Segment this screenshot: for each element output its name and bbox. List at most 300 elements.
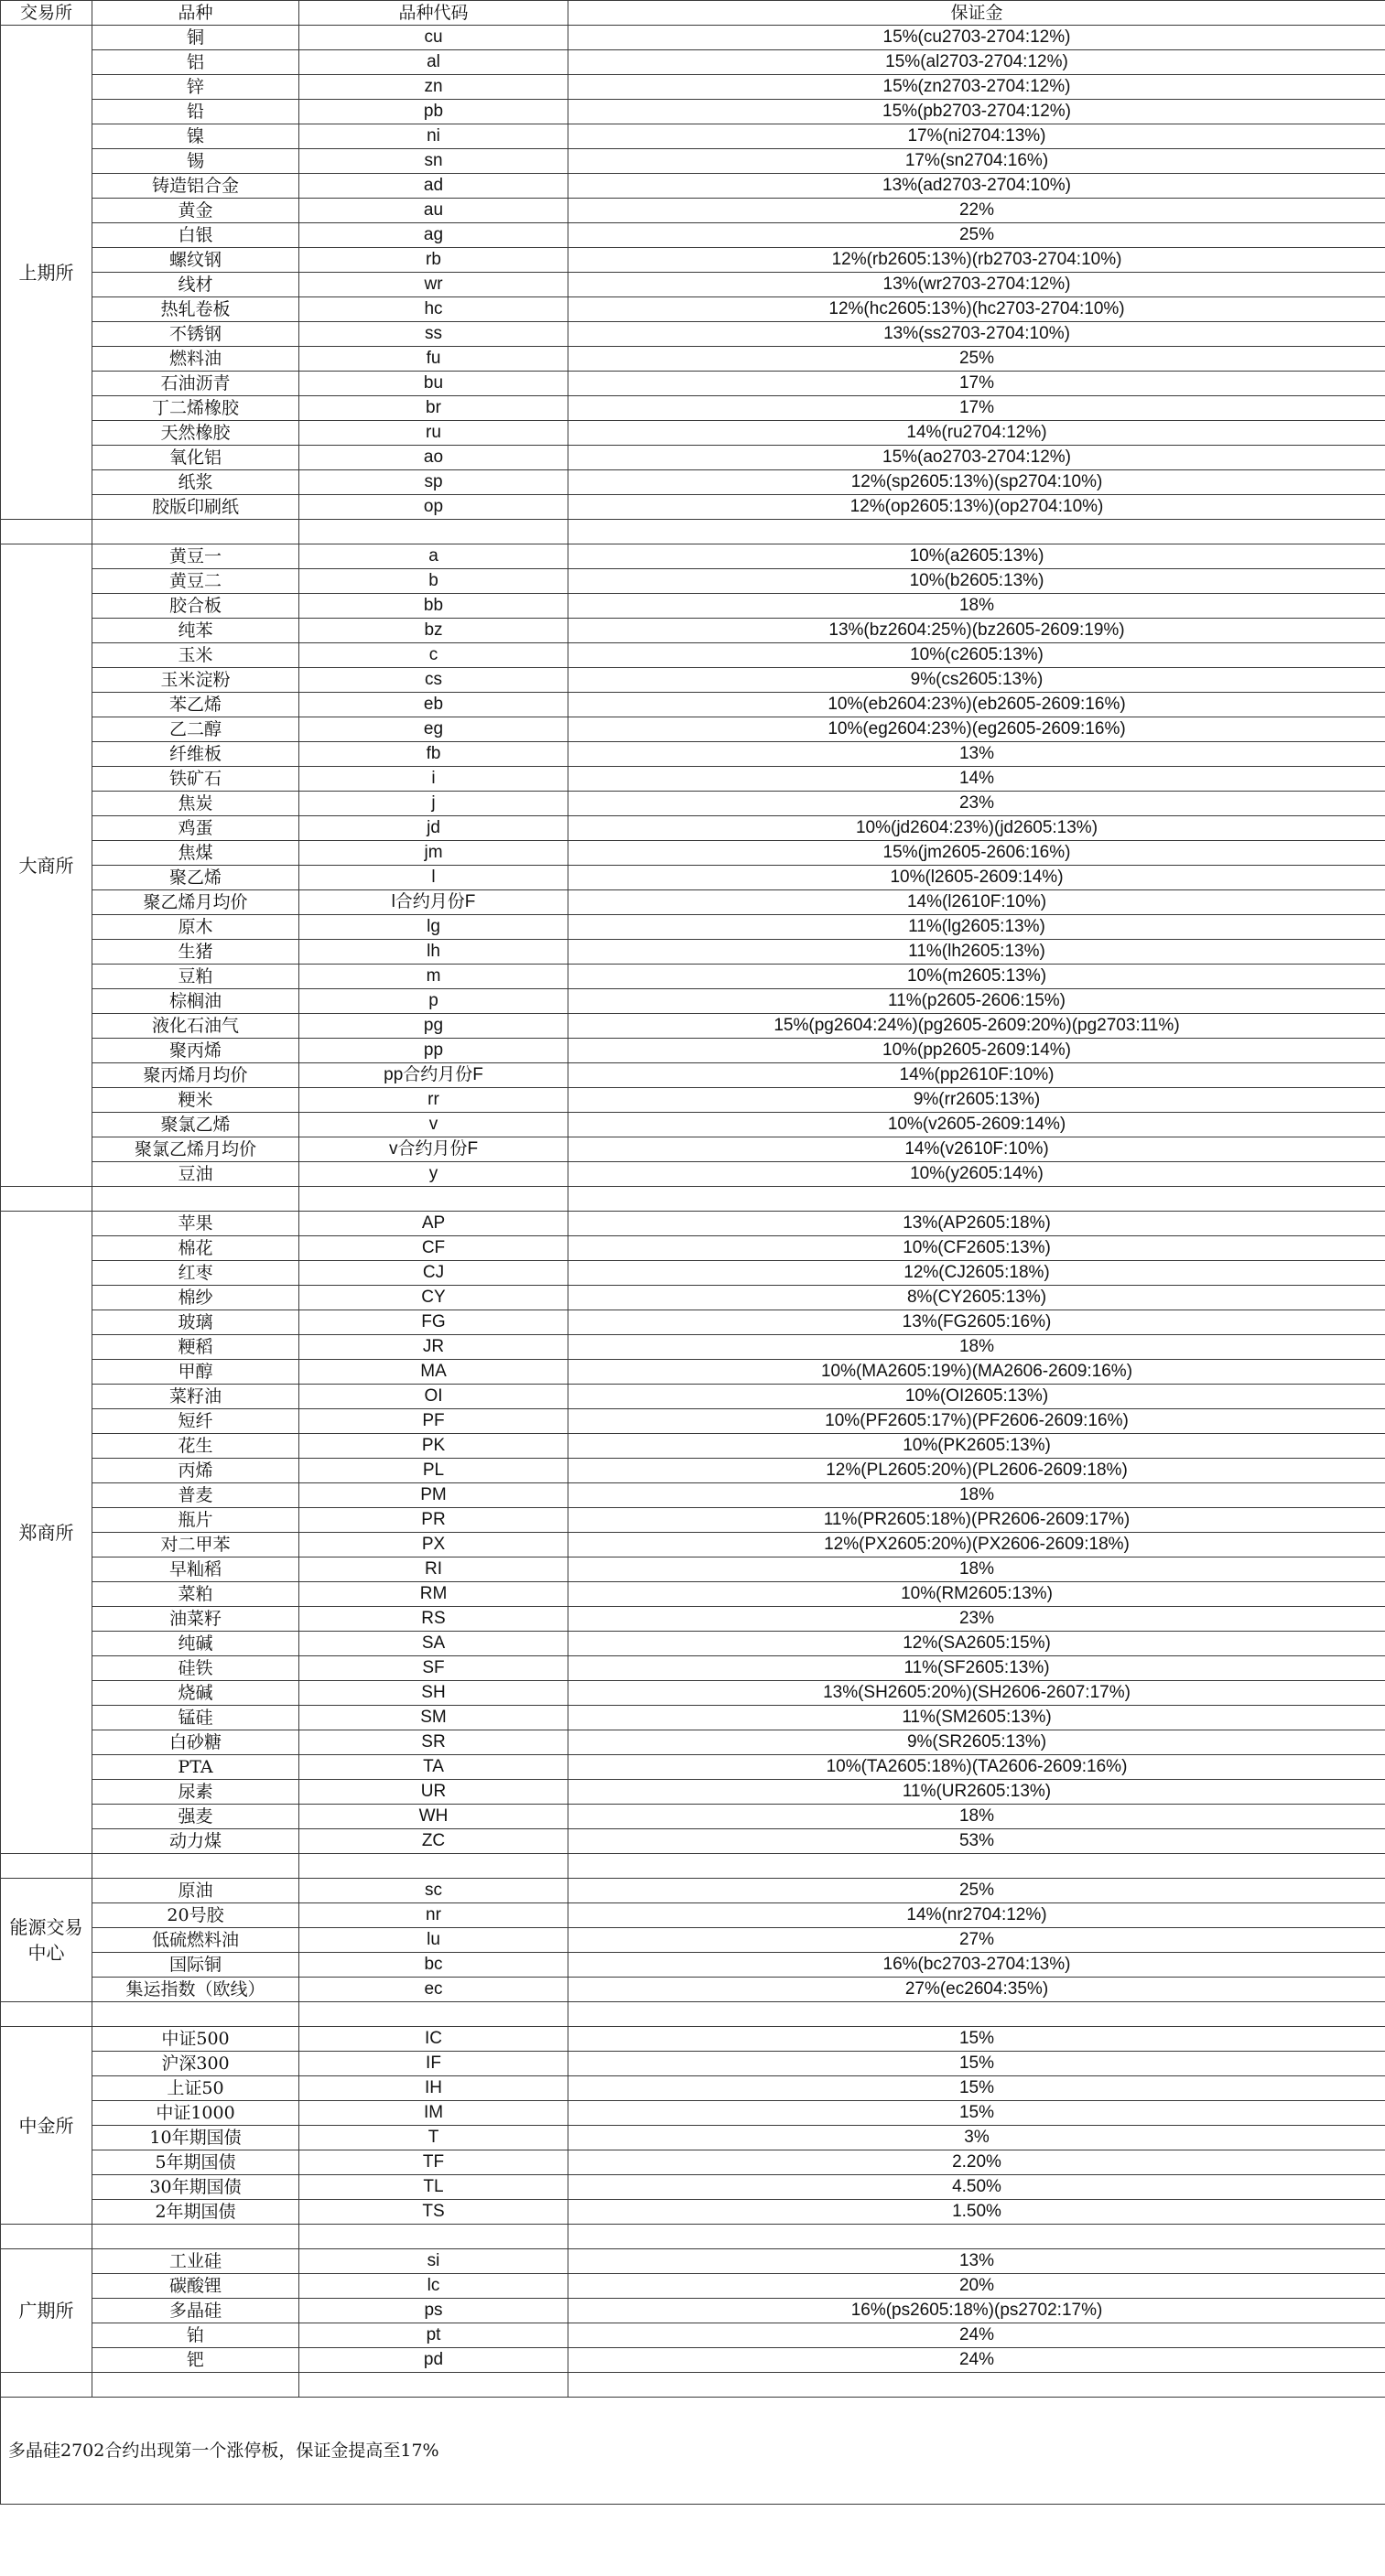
variety-cell: 原油: [92, 1879, 299, 1903]
margin-cell: 12%(sp2605:13%)(sp2704:10%): [568, 470, 1385, 495]
table-row: [1, 396, 1385, 421]
margin-cell: 11%(lg2605:13%): [568, 915, 1385, 940]
table-row: [1, 223, 1385, 248]
margin-cell: 17%: [568, 396, 1385, 421]
table-row: [1, 742, 1385, 767]
empty-cell: [299, 1187, 568, 1212]
table-row: [1, 1805, 1385, 1829]
table-row: [1, 1162, 1385, 1187]
margin-cell: 11%(p2605-2606:15%): [568, 989, 1385, 1014]
code-cell: PR: [299, 1508, 568, 1533]
exchange-cell: 能源交易中心: [1, 1879, 92, 2002]
code-cell: l: [299, 866, 568, 890]
margin-cell: 11%(lh2605:13%): [568, 940, 1385, 965]
empty-cell: [1, 2373, 92, 2398]
code-cell: PL: [299, 1459, 568, 1483]
table-row: [1, 26, 1385, 50]
variety-cell: 纯苯: [92, 619, 299, 643]
variety-cell: 对二甲苯: [92, 1533, 299, 1557]
separator-row: [1, 1187, 1385, 1212]
code-cell: fb: [299, 742, 568, 767]
separator-row: [1, 1854, 1385, 1879]
table-row: [1, 767, 1385, 792]
margin-cell: 27%(ec2604:35%): [568, 1978, 1385, 2002]
empty-cell: [92, 1187, 299, 1212]
margin-cell: 18%: [568, 1483, 1385, 1508]
code-cell: SH: [299, 1681, 568, 1706]
margin-cell: 23%: [568, 792, 1385, 816]
margin-cell: 24%: [568, 2323, 1385, 2348]
empty-cell: [1, 1187, 92, 1212]
variety-cell: PTA: [92, 1755, 299, 1780]
code-cell: CF: [299, 1236, 568, 1261]
table-row: [1, 1434, 1385, 1459]
code-cell: ao: [299, 446, 568, 470]
code-cell: pg: [299, 1014, 568, 1039]
empty-cell: [92, 520, 299, 544]
code-cell: PM: [299, 1483, 568, 1508]
code-cell: a: [299, 544, 568, 569]
variety-cell: 棉纱: [92, 1286, 299, 1310]
margin-cell: 9%(SR2605:13%): [568, 1730, 1385, 1755]
margin-cell: 11%(SM2605:13%): [568, 1706, 1385, 1730]
table-row: [1, 149, 1385, 174]
margin-cell: 10%(pp2605-2609:14%): [568, 1039, 1385, 1063]
variety-cell: 锌: [92, 75, 299, 100]
code-cell: ps: [299, 2299, 568, 2323]
margin-cell: 12%(op2605:13%)(op2704:10%): [568, 495, 1385, 520]
margin-cell: 16%(bc2703-2704:13%): [568, 1953, 1385, 1978]
table-row: [1, 1879, 1385, 1903]
table-row: [1, 1755, 1385, 1780]
variety-cell: 豆粕: [92, 965, 299, 989]
table-row: [1, 273, 1385, 297]
separator-row: [1, 2002, 1385, 2027]
table-row: [1, 792, 1385, 816]
margin-cell: 12%(hc2605:13%)(hc2703-2704:10%): [568, 297, 1385, 322]
variety-cell: 棕榈油: [92, 989, 299, 1014]
variety-cell: 油菜籽: [92, 1607, 299, 1632]
code-cell: v合约月份F: [299, 1137, 568, 1162]
table-row: [1, 1261, 1385, 1286]
variety-cell: 天然橡胶: [92, 421, 299, 446]
table-row: [1, 940, 1385, 965]
margin-cell: 10%(a2605:13%): [568, 544, 1385, 569]
variety-cell: 多晶硅: [92, 2299, 299, 2323]
variety-cell: 生猪: [92, 940, 299, 965]
variety-cell: 30年期国债: [92, 2175, 299, 2200]
variety-cell: 玉米: [92, 643, 299, 668]
code-cell: au: [299, 199, 568, 223]
variety-cell: 聚氯乙烯: [92, 1113, 299, 1137]
table-row: [1, 1632, 1385, 1656]
variety-cell: 玻璃: [92, 1310, 299, 1335]
code-cell: j: [299, 792, 568, 816]
code-cell: pp: [299, 1039, 568, 1063]
variety-cell: 尿素: [92, 1780, 299, 1805]
table-row: [1, 668, 1385, 693]
table-row: [1, 2126, 1385, 2150]
empty-cell: [1, 2225, 92, 2249]
code-cell: eg: [299, 717, 568, 742]
table-row: [1, 2200, 1385, 2225]
code-cell: bz: [299, 619, 568, 643]
table-row: [1, 1385, 1385, 1409]
table-row: [1, 2175, 1385, 2200]
variety-cell: 强麦: [92, 1805, 299, 1829]
code-cell: pb: [299, 100, 568, 124]
margin-cell: 10%(OI2605:13%): [568, 1385, 1385, 1409]
table-row: [1, 1137, 1385, 1162]
variety-cell: 纯碱: [92, 1632, 299, 1656]
code-cell: l合约月份F: [299, 890, 568, 915]
code-cell: TL: [299, 2175, 568, 2200]
margin-cell: 13%(SH2605:20%)(SH2606-2607:17%): [568, 1681, 1385, 1706]
empty-cell: [92, 2373, 299, 2398]
table-row: [1, 2150, 1385, 2175]
variety-cell: 线材: [92, 273, 299, 297]
variety-cell: 焦煤: [92, 841, 299, 866]
empty-cell: [299, 1854, 568, 1879]
variety-cell: 液化石油气: [92, 1014, 299, 1039]
variety-cell: 10年期国债: [92, 2126, 299, 2150]
empty-cell: [1, 520, 92, 544]
code-cell: nr: [299, 1903, 568, 1928]
table-row: [1, 1113, 1385, 1137]
margin-cell: 10%(m2605:13%): [568, 965, 1385, 989]
code-cell: wr: [299, 273, 568, 297]
variety-cell: 低硫燃料油: [92, 1928, 299, 1953]
margin-cell: 10%(PF2605:17%)(PF2606-2609:16%): [568, 1409, 1385, 1434]
variety-cell: 铝: [92, 50, 299, 75]
code-cell: cu: [299, 26, 568, 50]
margin-cell: 10%(jd2604:23%)(jd2605:13%): [568, 816, 1385, 841]
code-cell: IH: [299, 2076, 568, 2101]
margin-cell: 10%(RM2605:13%): [568, 1582, 1385, 1607]
header-exchange: 交易所: [1, 1, 92, 26]
margin-cell: 10%(b2605:13%): [568, 569, 1385, 594]
code-cell: TA: [299, 1755, 568, 1780]
table-row: [1, 100, 1385, 124]
note-row: [1, 2398, 1385, 2505]
margin-cell: 12%(rb2605:13%)(rb2703-2704:10%): [568, 248, 1385, 273]
margin-cell: 13%(ss2703-2704:10%): [568, 322, 1385, 347]
variety-cell: 5年期国债: [92, 2150, 299, 2175]
code-cell: ag: [299, 223, 568, 248]
margin-cell: 12%(SA2605:15%): [568, 1632, 1385, 1656]
exchange-cell: 中金所: [1, 2027, 92, 2225]
empty-cell: [299, 520, 568, 544]
code-cell: AP: [299, 1212, 568, 1236]
margin-cell: 25%: [568, 1879, 1385, 1903]
code-cell: RS: [299, 1607, 568, 1632]
table-row: [1, 2274, 1385, 2299]
variety-cell: 聚丙烯: [92, 1039, 299, 1063]
variety-cell: 碳酸锂: [92, 2274, 299, 2299]
empty-cell: [568, 2373, 1385, 2398]
margin-cell: 12%(PL2605:20%)(PL2606-2609:18%): [568, 1459, 1385, 1483]
margin-cell: 15%(pg2604:24%)(pg2605-2609:20%)(pg2703:11%): [568, 1014, 1385, 1039]
margin-cell: 15%: [568, 2076, 1385, 2101]
code-cell: IC: [299, 2027, 568, 2052]
variety-cell: 原木: [92, 915, 299, 940]
code-cell: ZC: [299, 1829, 568, 1854]
margin-cell: 13%(FG2605:16%): [568, 1310, 1385, 1335]
margin-cell: 18%: [568, 1335, 1385, 1360]
margin-cell: 10%(c2605:13%): [568, 643, 1385, 668]
table-row: [1, 2323, 1385, 2348]
margin-cell: 14%(pp2610F:10%): [568, 1063, 1385, 1088]
margin-cell: 11%(UR2605:13%): [568, 1780, 1385, 1805]
variety-cell: 黄豆二: [92, 569, 299, 594]
table-row: [1, 569, 1385, 594]
empty-cell: [1, 2002, 92, 2027]
variety-cell: 玉米淀粉: [92, 668, 299, 693]
variety-cell: 纤维板: [92, 742, 299, 767]
variety-cell: 胶合板: [92, 594, 299, 619]
variety-cell: 焦炭: [92, 792, 299, 816]
table-row: [1, 372, 1385, 396]
table-row: [1, 643, 1385, 668]
margin-cell: 25%: [568, 347, 1385, 372]
variety-cell: 2年期国债: [92, 2200, 299, 2225]
code-cell: al: [299, 50, 568, 75]
variety-cell: 铂: [92, 2323, 299, 2348]
table-row: [1, 2348, 1385, 2373]
table-row: [1, 1459, 1385, 1483]
table-row: [1, 1335, 1385, 1360]
exchange-cell: 广期所: [1, 2249, 92, 2373]
margin-cell: 10%(v2605-2609:14%): [568, 1113, 1385, 1137]
header-row: [1, 1, 1385, 26]
margin-cell: 16%(ps2605:18%)(ps2702:17%): [568, 2299, 1385, 2323]
code-cell: rb: [299, 248, 568, 273]
margin-cell: 13%(AP2605:18%): [568, 1212, 1385, 1236]
margin-cell: 14%(v2610F:10%): [568, 1137, 1385, 1162]
exchange-cell: 大商所: [1, 544, 92, 1187]
margin-cell: 13%: [568, 2249, 1385, 2274]
margin-cell: 8%(CY2605:13%): [568, 1286, 1385, 1310]
empty-cell: [92, 1854, 299, 1879]
table-row: [1, 1978, 1385, 2002]
table-row: [1, 989, 1385, 1014]
code-cell: pp合约月份F: [299, 1063, 568, 1088]
code-cell: hc: [299, 297, 568, 322]
margin-cell: 10%(CF2605:13%): [568, 1236, 1385, 1261]
variety-cell: 聚乙烯: [92, 866, 299, 890]
variety-cell: 20号胶: [92, 1903, 299, 1928]
empty-cell: [92, 2002, 299, 2027]
variety-cell: 动力煤: [92, 1829, 299, 1854]
separator-row: [1, 2225, 1385, 2249]
variety-cell: 菜粕: [92, 1582, 299, 1607]
code-cell: ss: [299, 322, 568, 347]
table-row: [1, 248, 1385, 273]
code-cell: WH: [299, 1805, 568, 1829]
margin-cell: 3%: [568, 2126, 1385, 2150]
code-cell: ec: [299, 1978, 568, 2002]
empty-cell: [299, 2373, 568, 2398]
code-cell: op: [299, 495, 568, 520]
table-row: [1, 297, 1385, 322]
table-row: [1, 1706, 1385, 1730]
code-cell: IF: [299, 2052, 568, 2076]
code-cell: OI: [299, 1385, 568, 1409]
code-cell: br: [299, 396, 568, 421]
table-row: [1, 890, 1385, 915]
empty-cell: [299, 2002, 568, 2027]
header-margin: 保证金: [568, 1, 1385, 26]
variety-cell: 铅: [92, 100, 299, 124]
table-row: [1, 2249, 1385, 2274]
margin-cell: 18%: [568, 1805, 1385, 1829]
code-cell: IM: [299, 2101, 568, 2126]
table-row: [1, 470, 1385, 495]
margin-cell: 14%(l2610F:10%): [568, 890, 1385, 915]
code-cell: y: [299, 1162, 568, 1187]
margin-cell: 10%(eb2604:23%)(eb2605-2609:16%): [568, 693, 1385, 717]
variety-cell: 苯乙烯: [92, 693, 299, 717]
margin-cell: 13%(ad2703-2704:10%): [568, 174, 1385, 199]
code-cell: bc: [299, 1953, 568, 1978]
code-cell: SA: [299, 1632, 568, 1656]
margin-cell: 15%(al2703-2704:12%): [568, 50, 1385, 75]
variety-cell: 钯: [92, 2348, 299, 2373]
variety-cell: 螺纹钢: [92, 248, 299, 273]
table-row: [1, 174, 1385, 199]
code-cell: SR: [299, 1730, 568, 1755]
table-row: [1, 2101, 1385, 2126]
table-row: [1, 75, 1385, 100]
table-row: [1, 1681, 1385, 1706]
table-row: [1, 421, 1385, 446]
margin-cell: 24%: [568, 2348, 1385, 2373]
table-row: [1, 594, 1385, 619]
variety-cell: 锡: [92, 149, 299, 174]
separator-row: [1, 2373, 1385, 2398]
table-row: [1, 1236, 1385, 1261]
variety-cell: 粳稻: [92, 1335, 299, 1360]
code-cell: b: [299, 569, 568, 594]
table-row: [1, 1829, 1385, 1854]
code-cell: p: [299, 989, 568, 1014]
margin-cell: 15%(jm2605-2606:16%): [568, 841, 1385, 866]
variety-cell: 工业硅: [92, 2249, 299, 2274]
table-row: [1, 124, 1385, 149]
variety-cell: 集运指数（欧线）: [92, 1978, 299, 2002]
variety-cell: 短纤: [92, 1409, 299, 1434]
margin-table-body: [1, 1, 1385, 2505]
margin-cell: 10%(y2605:14%): [568, 1162, 1385, 1187]
exchange-cell: 上期所: [1, 26, 92, 520]
variety-cell: 黄豆一: [92, 544, 299, 569]
margin-cell: 9%(cs2605:13%): [568, 668, 1385, 693]
code-cell: RI: [299, 1557, 568, 1582]
empty-cell: [568, 1187, 1385, 1212]
variety-cell: 国际铜: [92, 1953, 299, 1978]
variety-cell: 粳米: [92, 1088, 299, 1113]
variety-cell: 早籼稻: [92, 1557, 299, 1582]
table-row: [1, 1508, 1385, 1533]
margin-cell: 10%(PK2605:13%): [568, 1434, 1385, 1459]
margin-cell: 17%(ni2704:13%): [568, 124, 1385, 149]
variety-cell: 镍: [92, 124, 299, 149]
variety-cell: 烧碱: [92, 1681, 299, 1706]
empty-cell: [568, 1854, 1385, 1879]
code-cell: jm: [299, 841, 568, 866]
code-cell: lh: [299, 940, 568, 965]
variety-cell: 鸡蛋: [92, 816, 299, 841]
code-cell: CJ: [299, 1261, 568, 1286]
margin-cell: 14%(nr2704:12%): [568, 1903, 1385, 1928]
code-cell: sp: [299, 470, 568, 495]
table-row: [1, 1063, 1385, 1088]
code-cell: cs: [299, 668, 568, 693]
table-row: [1, 199, 1385, 223]
margin-cell: 12%(CJ2605:18%): [568, 1261, 1385, 1286]
table-row: [1, 1409, 1385, 1434]
table-row: [1, 1212, 1385, 1236]
table-row: [1, 1607, 1385, 1632]
code-cell: TF: [299, 2150, 568, 2175]
variety-cell: 黄金: [92, 199, 299, 223]
table-row: [1, 2027, 1385, 2052]
code-cell: pt: [299, 2323, 568, 2348]
table-row: [1, 1953, 1385, 1978]
code-cell: zn: [299, 75, 568, 100]
variety-cell: 花生: [92, 1434, 299, 1459]
exchange-cell: 郑商所: [1, 1212, 92, 1854]
variety-cell: 胶版印刷纸: [92, 495, 299, 520]
code-cell: sc: [299, 1879, 568, 1903]
code-cell: c: [299, 643, 568, 668]
variety-cell: 甲醇: [92, 1360, 299, 1385]
code-cell: ad: [299, 174, 568, 199]
margin-cell: 18%: [568, 594, 1385, 619]
code-cell: m: [299, 965, 568, 989]
header-variety: 品种: [92, 1, 299, 26]
variety-cell: 豆油: [92, 1162, 299, 1187]
margin-cell: 11%(PR2605:18%)(PR2606-2609:17%): [568, 1508, 1385, 1533]
margin-cell: 13%: [568, 742, 1385, 767]
margin-cell: 15%: [568, 2052, 1385, 2076]
empty-cell: [568, 520, 1385, 544]
variety-cell: 红枣: [92, 1261, 299, 1286]
margin-cell: 15%(pb2703-2704:12%): [568, 100, 1385, 124]
margin-cell: 15%(cu2703-2704:12%): [568, 26, 1385, 50]
variety-cell: 硅铁: [92, 1656, 299, 1681]
margin-cell: 15%: [568, 2101, 1385, 2126]
margin-cell: 15%(ao2703-2704:12%): [568, 446, 1385, 470]
variety-cell: 苹果: [92, 1212, 299, 1236]
table-row: [1, 50, 1385, 75]
table-row: [1, 446, 1385, 470]
table-row: [1, 1557, 1385, 1582]
margin-cell: 14%(ru2704:12%): [568, 421, 1385, 446]
variety-cell: 不锈钢: [92, 322, 299, 347]
table-row: [1, 1780, 1385, 1805]
table-row: [1, 1286, 1385, 1310]
code-cell: ru: [299, 421, 568, 446]
table-row: [1, 347, 1385, 372]
table-row: [1, 544, 1385, 569]
code-cell: bb: [299, 594, 568, 619]
variety-cell: 锰硅: [92, 1706, 299, 1730]
code-cell: PK: [299, 1434, 568, 1459]
variety-cell: 热轧卷板: [92, 297, 299, 322]
variety-cell: 聚丙烯月均价: [92, 1063, 299, 1088]
code-cell: SF: [299, 1656, 568, 1681]
